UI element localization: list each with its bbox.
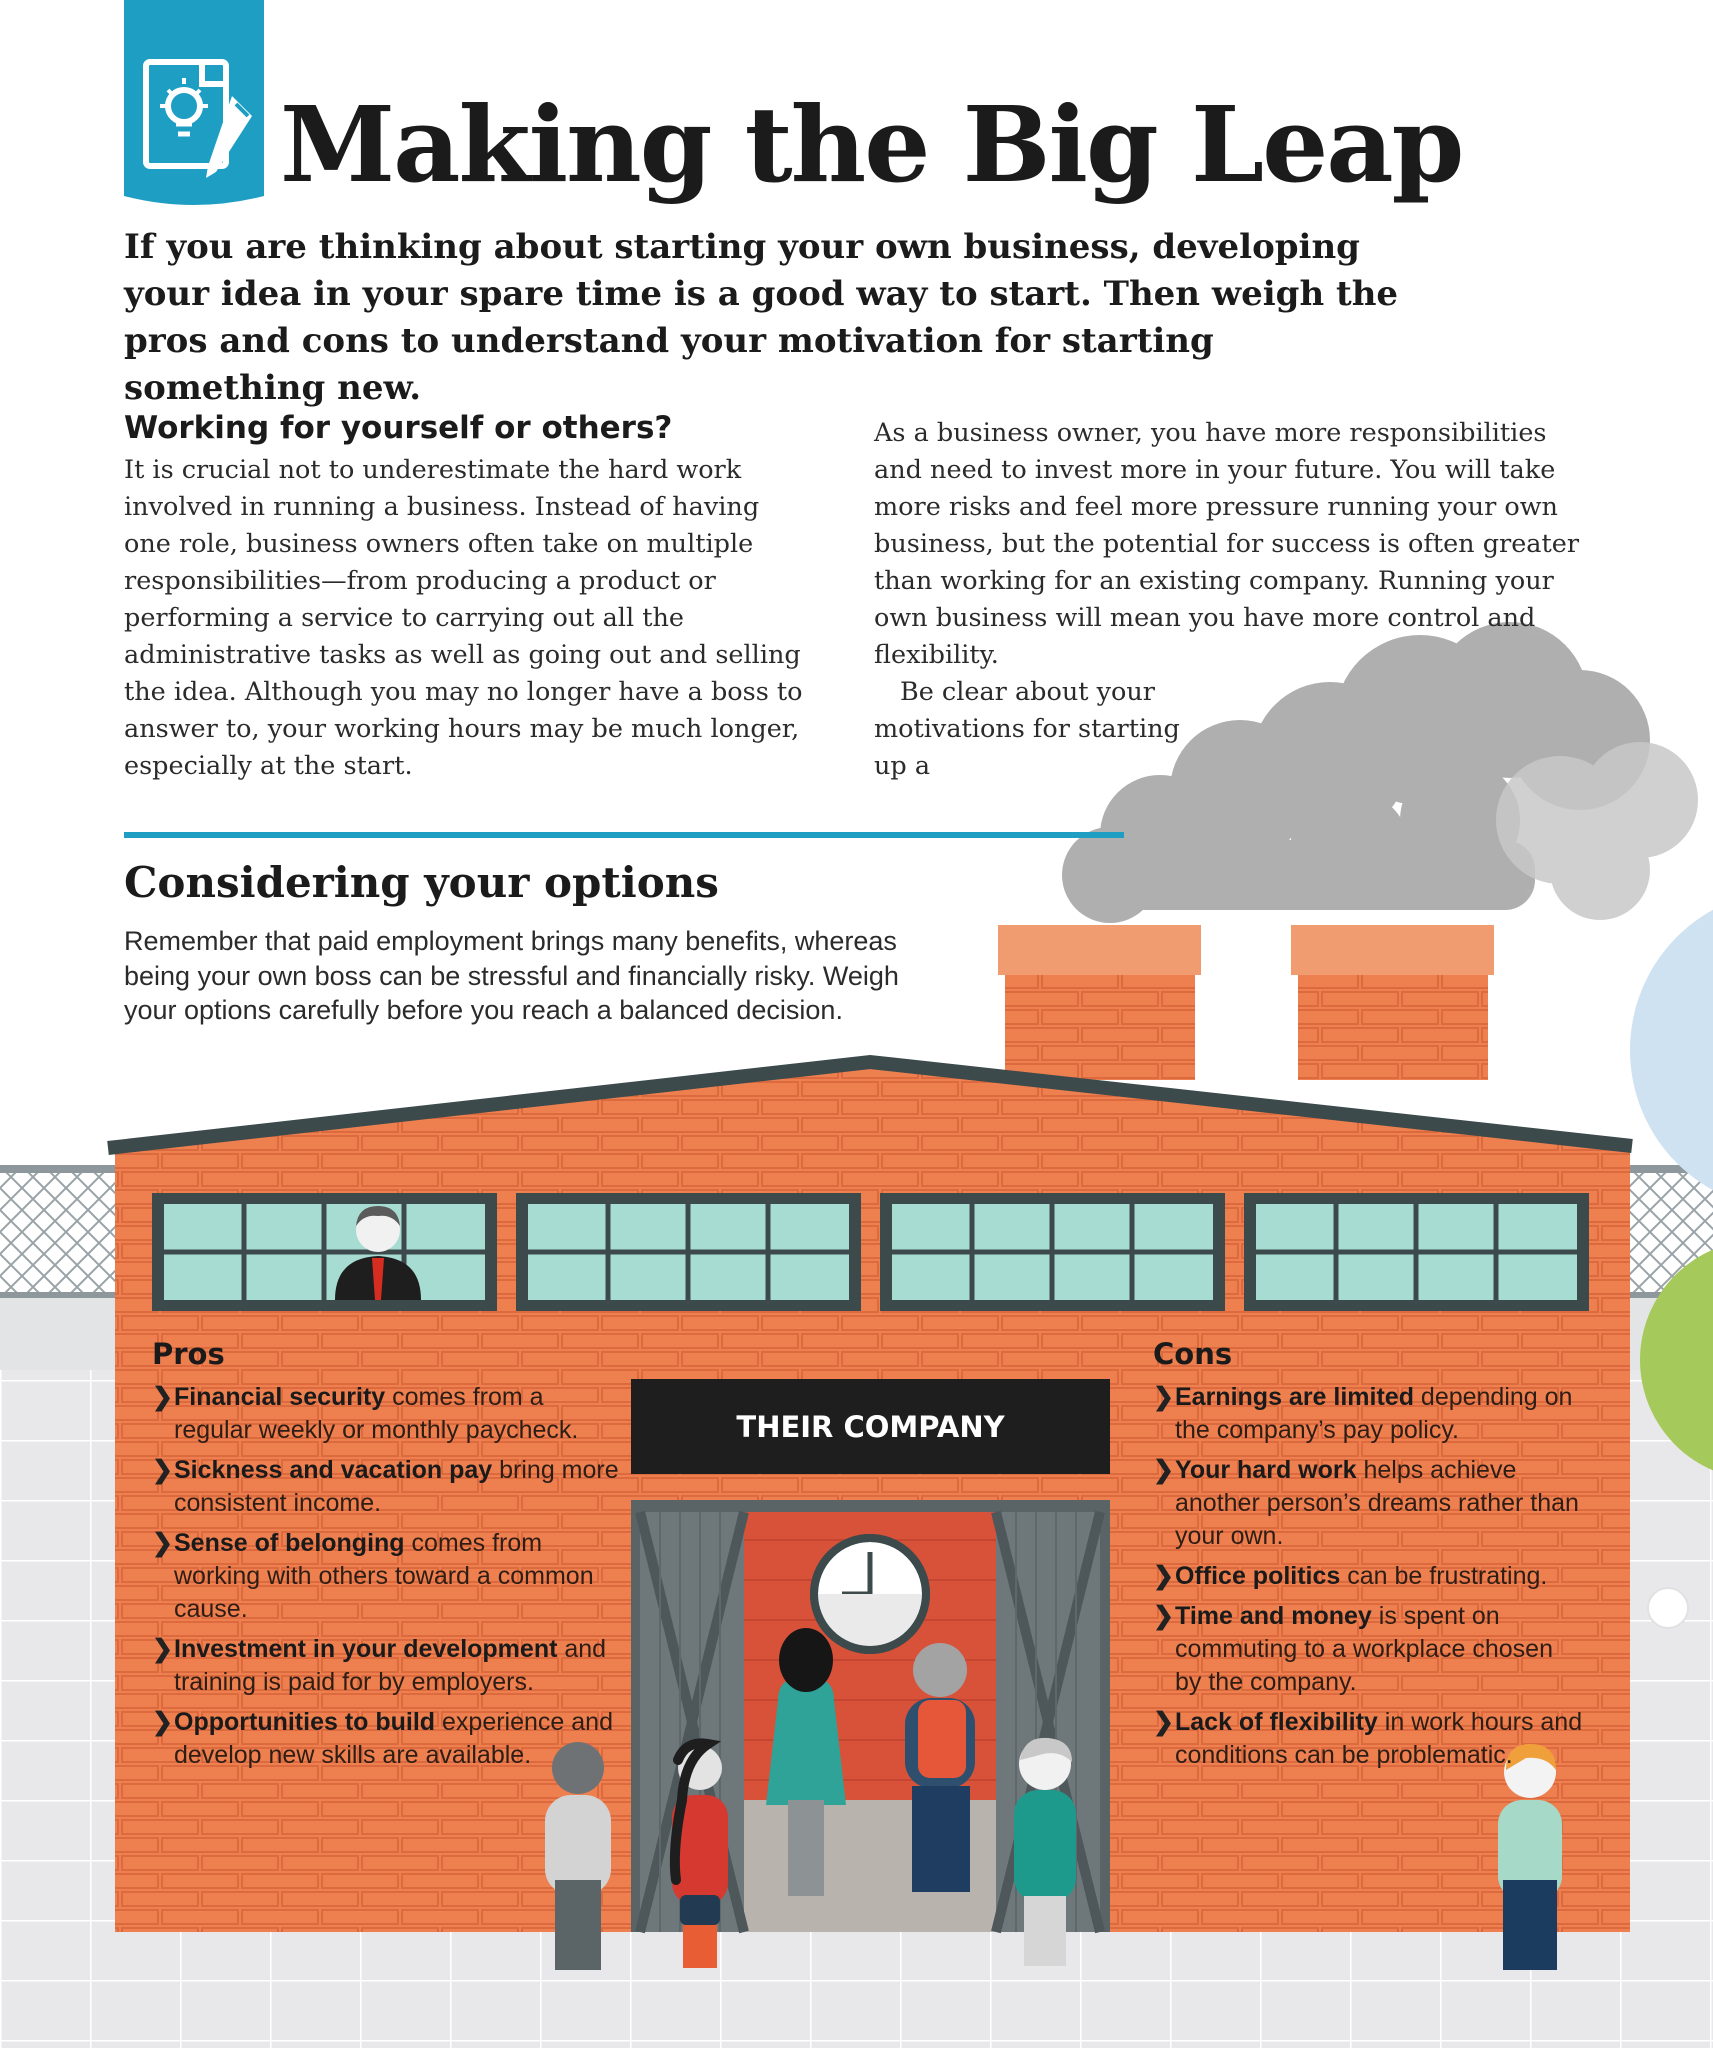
- page-title: Making the Big Leap: [280, 83, 1463, 206]
- pros-item-text: bring more consistent income.: [174, 1456, 619, 1517]
- cons-list: [1153, 1381, 1583, 1779]
- cons-item-text: can be frustrating.: [1340, 1562, 1548, 1590]
- section-divider: [124, 832, 1124, 838]
- pros-item-bold: Sickness and vacation pay: [174, 1456, 493, 1484]
- pros-item: [152, 1527, 622, 1626]
- working-left-text: It is crucial not to underestimate the hard work involved in running a business. Instead of having one role, business owners often take on multiple responsibilities—from producing a product or performing a service to carrying out all the administrative tasks as well as going out and selling the idea. Although you may no longer have a boss to answer to, your working hours may be much longer, especially at the start.: [124, 455, 803, 781]
- chevron-right-icon: ❯: [1153, 1708, 1174, 1736]
- cons-item-text: depending on the company’s pay policy.: [1175, 1383, 1573, 1444]
- chevron-right-icon: ❯: [152, 1529, 173, 1557]
- cons-item-bold: Time and money: [1175, 1602, 1372, 1630]
- pros-list: [152, 1381, 622, 1779]
- cons-item-text: in work hours and conditions can be problematic.: [1175, 1708, 1583, 1769]
- chevron-right-icon: ❯: [152, 1383, 173, 1411]
- pros-item: [152, 1381, 622, 1447]
- working-heading: Working for yourself or others?: [124, 410, 673, 446]
- clock-icon: [814, 1538, 926, 1650]
- cons-item-bold: Lack of flexibility: [1175, 1708, 1378, 1736]
- chevron-right-icon: ❯: [1153, 1456, 1174, 1484]
- sky-circle: [1630, 890, 1713, 1210]
- pros-item-text: comes from working with others toward a common cause.: [174, 1529, 594, 1623]
- cons-item: [1153, 1454, 1583, 1553]
- cons-item-bold: Earnings are limited: [1175, 1383, 1414, 1411]
- pros-item-text: comes from a regular weekly or monthly paycheck.: [174, 1383, 579, 1444]
- company-sign: [631, 1379, 1110, 1474]
- cons-item-bold: Office politics: [1175, 1562, 1341, 1590]
- pros-item-bold: Opportunities to build: [174, 1708, 436, 1736]
- pros-item-bold: Sense of belonging: [174, 1529, 405, 1557]
- cons-item: [1153, 1560, 1583, 1593]
- chevron-right-icon: ❯: [1153, 1602, 1174, 1630]
- chevron-right-icon: ❯: [1153, 1383, 1174, 1411]
- person-backpack: [905, 1643, 975, 1892]
- company-label: THEIR COMPANY: [736, 1409, 1005, 1444]
- cons-title: Cons: [1153, 1337, 1233, 1371]
- pros-title: Pros: [152, 1337, 225, 1371]
- cons-item-bold: Your hard work: [1175, 1456, 1357, 1484]
- options-heading: Considering your options: [124, 858, 719, 907]
- cons-item: [1153, 1600, 1583, 1699]
- idea-document-icon: [124, 0, 264, 208]
- cons-item-text: helps achieve another person’s dreams rather than your own.: [1175, 1456, 1579, 1550]
- chevron-right-icon: ❯: [1153, 1562, 1174, 1590]
- chevron-right-icon: ❯: [152, 1635, 173, 1663]
- pros-item: [152, 1454, 622, 1520]
- working-right-text-2: Be clear about your motivations for starting up a: [874, 677, 1180, 781]
- pros-item-text: experience and develop new skills are available.: [174, 1708, 613, 1769]
- pros-item-bold: Investment in your development: [174, 1635, 558, 1663]
- cons-item: [1153, 1706, 1583, 1772]
- cons-item-text: is spent on commuting to a workplace chosen by the company.: [1175, 1602, 1553, 1696]
- cons-item: [1153, 1381, 1583, 1447]
- pros-item: [152, 1706, 622, 1772]
- chevron-right-icon: ❯: [152, 1456, 173, 1484]
- pros-item: [152, 1633, 622, 1699]
- working-right-text: As a business owner, you have more responsibilities and need to invest more in your future. You will take more risks and feel more pressure running your own business, but the potential for success is often greater than working for an existing company. Running your own business will mean you have more control and flexibility.: [874, 418, 1580, 670]
- pros-item-text: and training is paid for by employers.: [174, 1635, 607, 1696]
- chevron-right-icon: ❯: [152, 1708, 173, 1736]
- intro-paragraph: If you are thinking about starting your own business, developing your idea in your spare time is a good way to start. Then weigh the pros and cons to understand your motivation for starting something new.: [124, 227, 1399, 408]
- options-text: Remember that paid employment brings many benefits, whereas being your own boss can be stressful and financially risky. Weigh your options carefully before you reach a balanced decision.: [124, 926, 899, 1025]
- pros-item-bold: Financial security: [174, 1383, 386, 1411]
